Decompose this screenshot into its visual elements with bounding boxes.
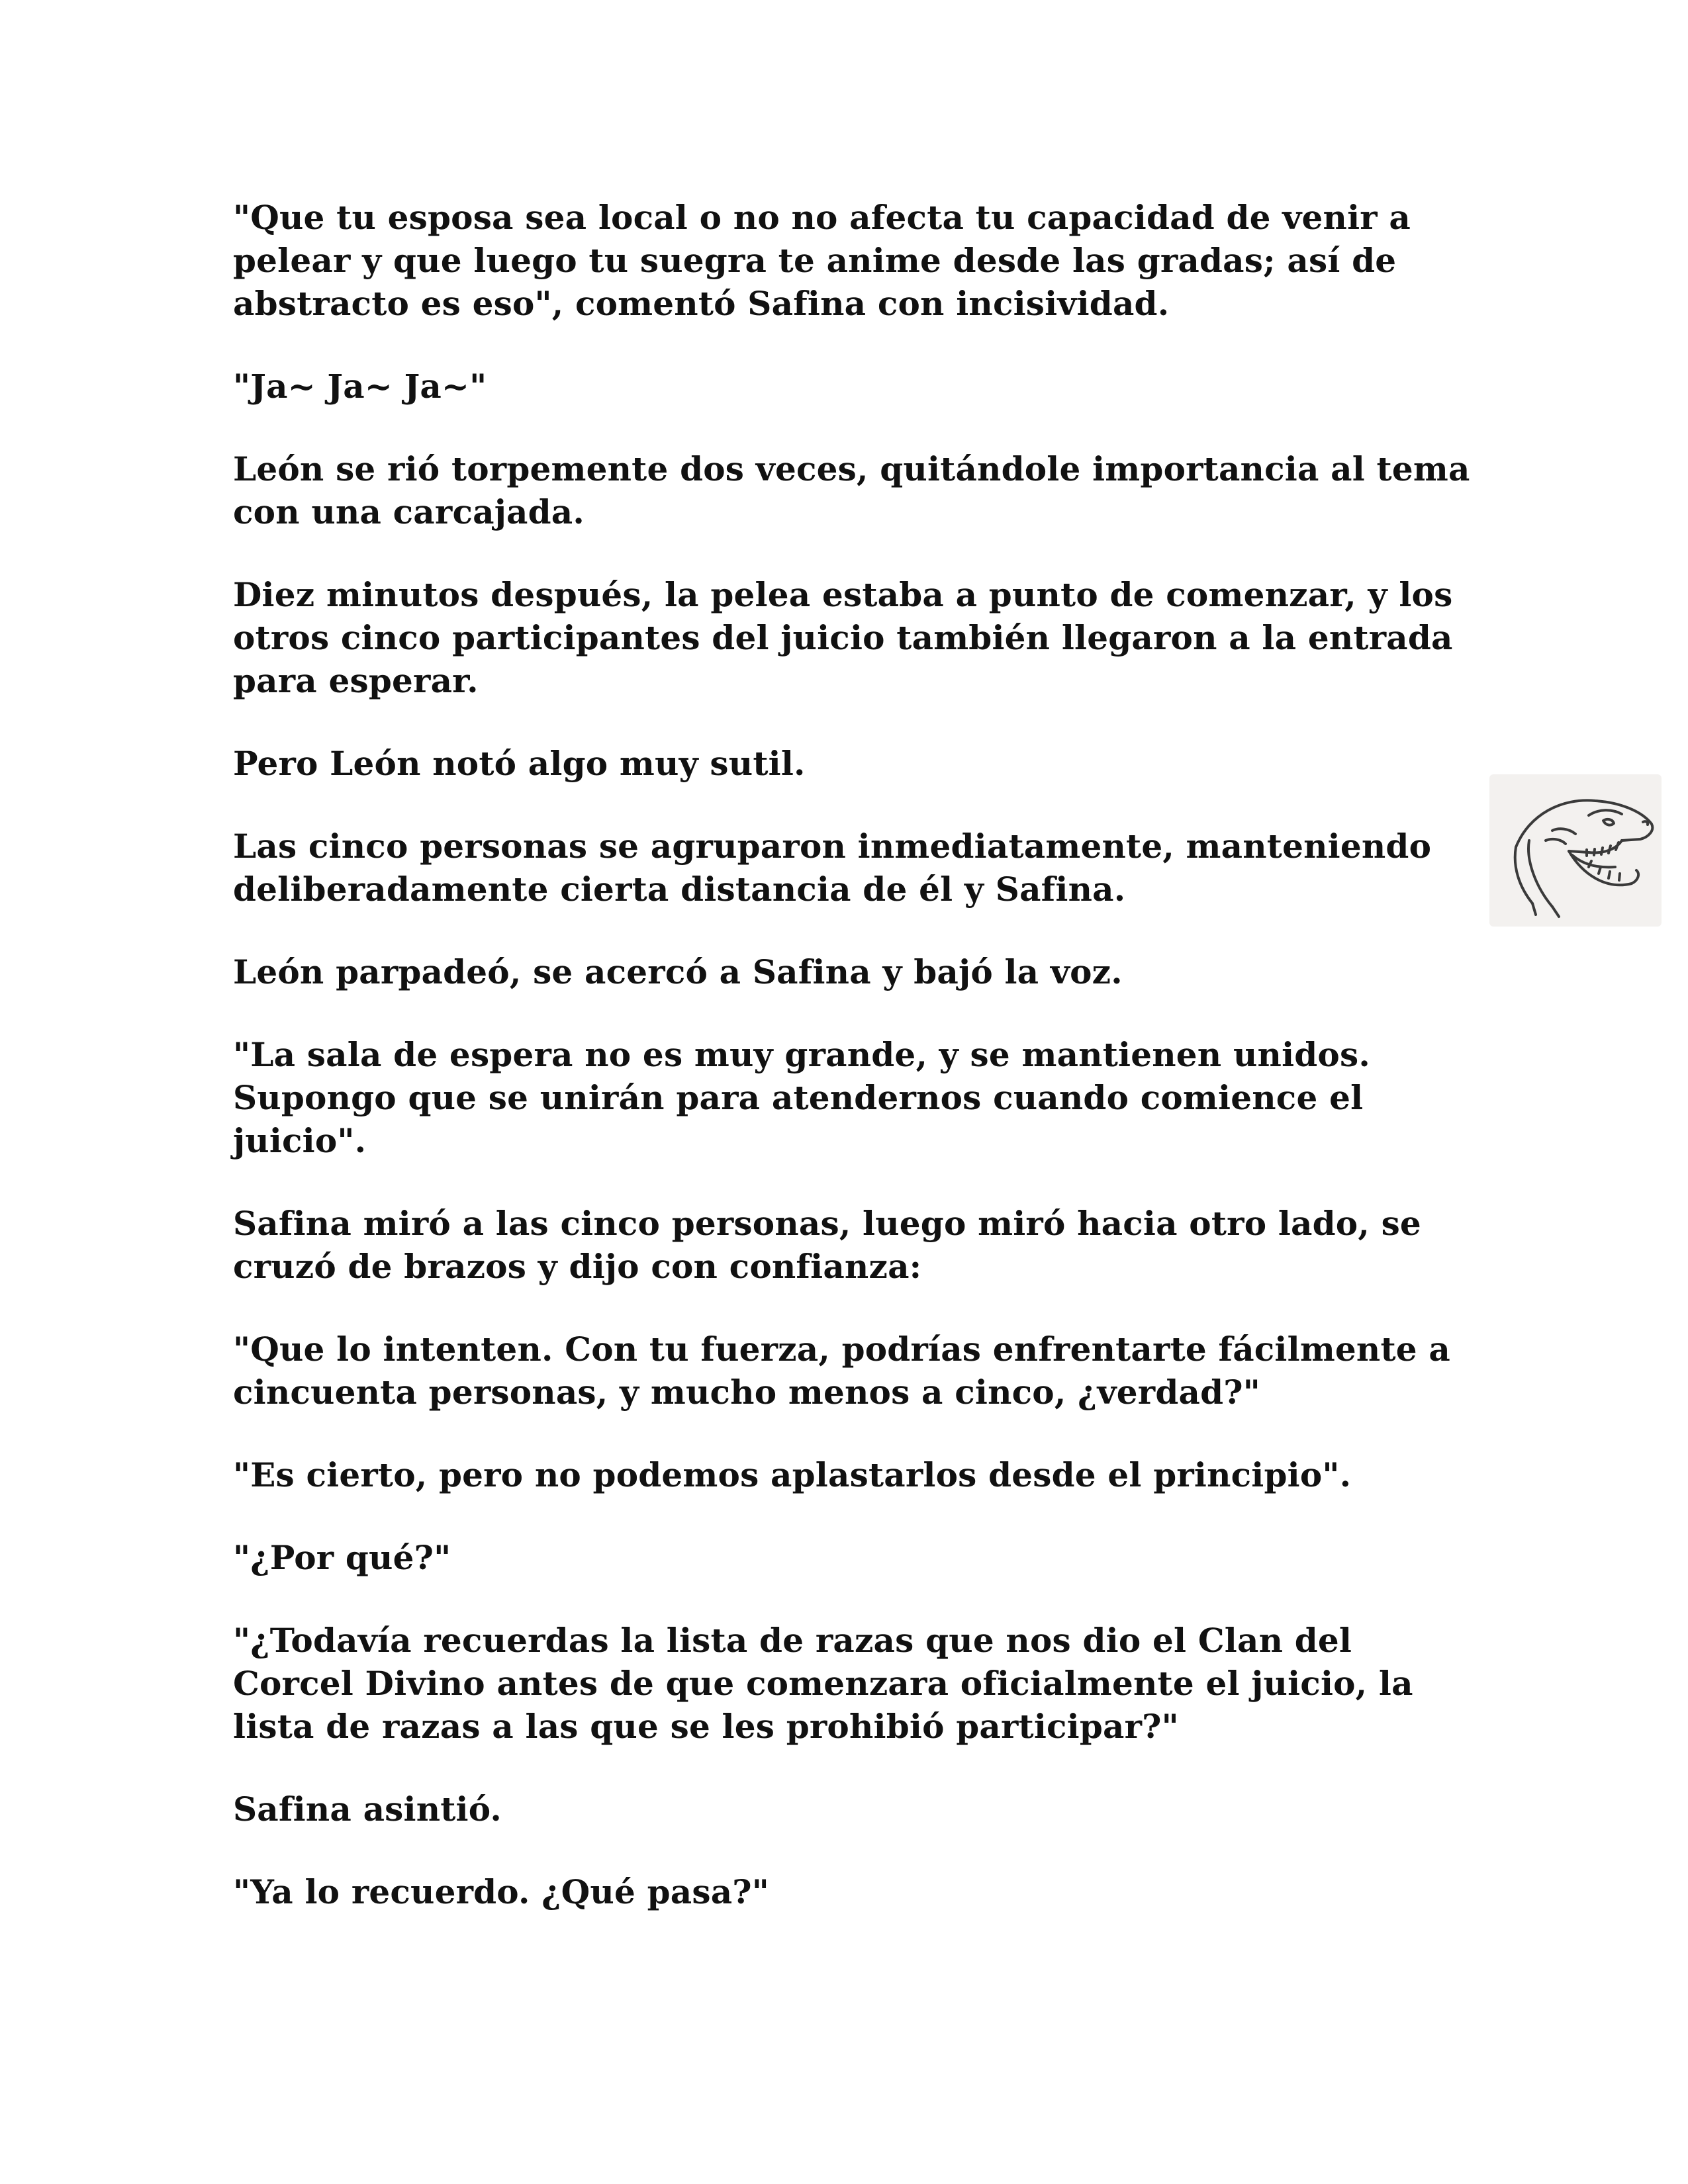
paragraph-13: "¿Todavía recuerdas la lista de razas que nos dio el Clan del Corcel Divino antes de que comenzara oficialmente el juicio, la lista de razas a las que se les prohibió participar?" (233, 1621, 1413, 1746)
paragraph-15: "Ya lo recuerdo. ¿Qué pasa?" (233, 1872, 770, 1911)
paragraph-6: Las cinco personas se agruparon inmediatamente, manteniendo deliberadamente cierta distancia de él y Safina. (233, 827, 1432, 909)
paragraph-7: León parpadeó, se acercó a Safina y bajó la voz. (233, 952, 1123, 991)
text-column (233, 196, 1477, 1953)
paragraph-14: Safina asintió. (233, 1790, 502, 1829)
paragraph-9: Safina miró a las cinco personas, luego miró hacia otro lado, se cruzó de brazos y dijo con confianza: (233, 1204, 1421, 1286)
dinosaur-head-sketch-icon (1489, 774, 1662, 927)
paragraph-2: "Ja~ Ja~ Ja~" (233, 367, 487, 406)
paragraph-12: "¿Por qué?" (233, 1538, 451, 1577)
paragraph-8: "La sala de espera no es muy grande, y se mantienen unidos. Supongo que se unirán para atendernos cuando comience el juicio". (233, 1035, 1370, 1160)
paragraph-1: "Que tu esposa sea local o no no afecta tu capacidad de venir a pelear y que luego tu suegra te anime desde las gradas; así de abstracto es eso", comentó Safina con incisividad. (233, 198, 1411, 323)
paragraph-4: Diez minutos después, la pelea estaba a punto de comenzar, y los otros cinco participantes del juicio también llegaron a la entrada para esperar. (233, 575, 1453, 700)
paragraph-10: "Que lo intenten. Con tu fuerza, podrías enfrentarte fácilmente a cincuenta personas, y mucho menos a cinco, ¿verdad?" (233, 1330, 1451, 1412)
paragraph-11: "Es cierto, pero no podemos aplastarlos desde el principio". (233, 1455, 1352, 1494)
paragraph-3: León se rió torpemente dos veces, quitándole importancia al tema con una carcajada. (233, 449, 1470, 531)
paragraph-5: Pero León notó algo muy sutil. (233, 744, 806, 783)
